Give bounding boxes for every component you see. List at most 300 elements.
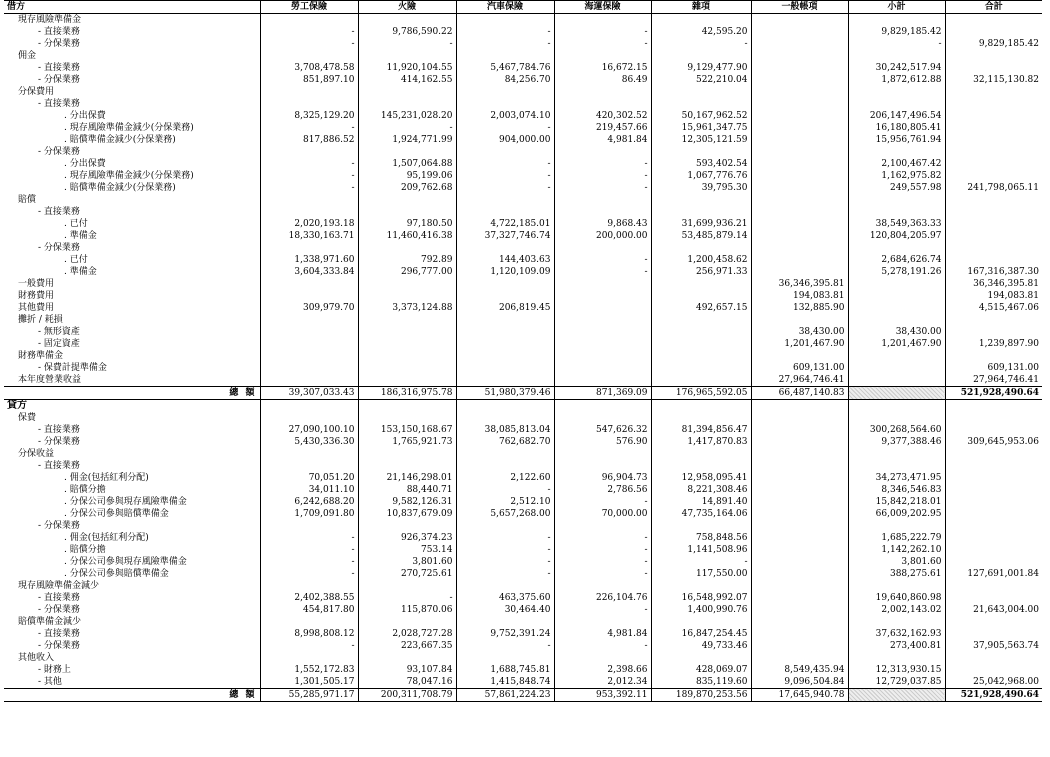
- row-label: - 分保業務: [38, 75, 80, 85]
- value-cell: [358, 448, 456, 460]
- ledger-table: [4, 0, 1042, 702]
- value-cell: [751, 544, 848, 556]
- table-row: [4, 484, 1042, 496]
- value-cell: [751, 580, 848, 592]
- value-cell: 2,122.60: [456, 472, 554, 484]
- value-cell: [848, 98, 945, 110]
- row-label: 其他費用: [18, 303, 55, 313]
- value-cell: 1,142,262.10: [848, 544, 945, 556]
- value-cell: [554, 616, 651, 628]
- value-cell: 762,682.70: [456, 436, 554, 448]
- total-cell: 953,392.11: [554, 689, 651, 702]
- value-cell: [358, 206, 456, 218]
- value-cell: 388,275.61: [848, 568, 945, 580]
- value-cell: [358, 580, 456, 592]
- value-cell: -: [554, 38, 651, 50]
- value-cell: -: [554, 640, 651, 652]
- value-cell: 9,752,391.24: [456, 628, 554, 640]
- table-row: [4, 592, 1042, 604]
- value-cell: [945, 26, 1042, 38]
- value-cell: [848, 460, 945, 472]
- value-cell: [945, 314, 1042, 326]
- value-cell: -: [554, 556, 651, 568]
- table-row: [4, 604, 1042, 616]
- value-cell: [456, 460, 554, 472]
- row-label: - 分保業務: [38, 147, 80, 157]
- value-cell: 1,709,091.80: [260, 508, 358, 520]
- value-cell: [751, 254, 848, 266]
- value-cell: 851,897.10: [260, 74, 358, 86]
- column-header: 一般帳項: [751, 1, 848, 14]
- value-cell: 9,829,185.42: [848, 26, 945, 38]
- value-cell: [751, 448, 848, 460]
- column-header: 海運保險: [554, 1, 651, 14]
- value-cell: 42,595.20: [651, 26, 751, 38]
- value-cell: [945, 412, 1042, 424]
- value-cell: 206,819.45: [456, 302, 554, 314]
- table-row: [4, 14, 1042, 27]
- value-cell: 241,798,065.11: [945, 182, 1042, 194]
- value-cell: [848, 50, 945, 62]
- value-cell: 1,301,505.17: [260, 676, 358, 689]
- value-cell: 420,302.52: [554, 110, 651, 122]
- row-label: . 準備金: [64, 231, 97, 241]
- value-cell: [751, 158, 848, 170]
- value-cell: [945, 592, 1042, 604]
- value-cell: [358, 460, 456, 472]
- value-cell: [554, 448, 651, 460]
- value-cell: 223,667.35: [358, 640, 456, 652]
- row-label: . 已付: [64, 255, 88, 265]
- value-cell: 8,998,808.12: [260, 628, 358, 640]
- value-cell: -: [260, 544, 358, 556]
- value-cell: 2,786.56: [554, 484, 651, 496]
- value-cell: 38,430.00: [751, 326, 848, 338]
- table-row: [4, 314, 1042, 326]
- value-cell: 2,402,388.55: [260, 592, 358, 604]
- value-cell: 66,009,202.95: [848, 508, 945, 520]
- value-cell: 70,000.00: [554, 508, 651, 520]
- table-row: [4, 628, 1042, 640]
- value-cell: 309,645,953.06: [945, 436, 1042, 448]
- table-row: [4, 86, 1042, 98]
- value-cell: -: [260, 182, 358, 194]
- value-cell: 454,817.80: [260, 604, 358, 616]
- section-title-row: [4, 400, 1042, 413]
- value-cell: [848, 302, 945, 314]
- value-cell: 37,905,563.74: [945, 640, 1042, 652]
- value-cell: [848, 146, 945, 158]
- value-cell: -: [260, 556, 358, 568]
- table-row: [4, 302, 1042, 314]
- value-cell: 4,515,467.06: [945, 302, 1042, 314]
- value-cell: [554, 580, 651, 592]
- table-row: [4, 424, 1042, 436]
- value-cell: 50,167,962.52: [651, 110, 751, 122]
- value-cell: [554, 374, 651, 387]
- total-cell: 51,980,379.46: [456, 387, 554, 400]
- value-cell: [358, 362, 456, 374]
- value-cell: 2,398.66: [554, 664, 651, 676]
- value-cell: [945, 242, 1042, 254]
- row-label: - 其他: [38, 677, 62, 687]
- value-cell: 209,762.68: [358, 182, 456, 194]
- value-cell: [260, 652, 358, 664]
- value-cell: [848, 448, 945, 460]
- value-cell: 39,795.30: [651, 182, 751, 194]
- value-cell: [260, 362, 358, 374]
- row-label: - 直接業務: [38, 63, 80, 73]
- value-cell: [848, 86, 945, 98]
- value-cell: 16,180,805.41: [848, 122, 945, 134]
- value-cell: 9,129,477.90: [651, 62, 751, 74]
- value-cell: 3,708,478.58: [260, 62, 358, 74]
- value-cell: 1,688,745.81: [456, 664, 554, 676]
- value-cell: [751, 230, 848, 242]
- value-cell: [751, 472, 848, 484]
- value-cell: 30,464.40: [456, 604, 554, 616]
- value-cell: 34,273,471.95: [848, 472, 945, 484]
- total-label: 總 額: [4, 387, 260, 400]
- value-cell: 86.49: [554, 74, 651, 86]
- value-cell: 2,003,074.10: [456, 110, 554, 122]
- value-cell: 38,430.00: [848, 326, 945, 338]
- value-cell: -: [456, 544, 554, 556]
- total-cell: 200,311,708.79: [358, 689, 456, 702]
- value-cell: [651, 314, 751, 326]
- value-cell: [751, 484, 848, 496]
- value-cell: 27,964,746.41: [945, 374, 1042, 387]
- table-row: [4, 640, 1042, 652]
- row-label: - 直接業務: [38, 99, 80, 109]
- value-cell: -: [554, 254, 651, 266]
- value-cell: [751, 206, 848, 218]
- table-row: [4, 218, 1042, 230]
- value-cell: [751, 38, 848, 50]
- table-row: [4, 242, 1042, 254]
- value-cell: [260, 290, 358, 302]
- value-cell: 21,643,004.00: [945, 604, 1042, 616]
- table-row: [4, 74, 1042, 86]
- value-cell: [945, 50, 1042, 62]
- row-label: 本年度營業收益: [18, 375, 82, 385]
- value-cell: [848, 350, 945, 362]
- value-cell: [260, 616, 358, 628]
- row-label: 財務準備金: [18, 351, 64, 361]
- value-cell: 753.14: [358, 544, 456, 556]
- row-label: . 現存風險準備金減少(分保業務): [64, 123, 194, 133]
- value-cell: [751, 98, 848, 110]
- value-cell: 81,394,856.47: [651, 424, 751, 436]
- value-cell: 5,278,191.26: [848, 266, 945, 278]
- value-cell: -: [554, 532, 651, 544]
- value-cell: 1,872,612.88: [848, 74, 945, 86]
- table-row: [4, 182, 1042, 194]
- value-cell: 4,722,185.01: [456, 218, 554, 230]
- value-cell: -: [554, 158, 651, 170]
- value-cell: [751, 122, 848, 134]
- value-cell: 593,402.54: [651, 158, 751, 170]
- value-cell: [554, 520, 651, 532]
- row-label: - 固定資產: [38, 339, 80, 349]
- value-cell: -: [260, 568, 358, 580]
- row-label: . 賠償分擔: [64, 545, 106, 555]
- value-cell: [651, 14, 751, 27]
- value-cell: [945, 532, 1042, 544]
- value-cell: 16,847,254.45: [651, 628, 751, 640]
- value-cell: [651, 448, 751, 460]
- value-cell: -: [554, 568, 651, 580]
- value-cell: [456, 290, 554, 302]
- value-cell: -: [554, 496, 651, 508]
- value-cell: [848, 616, 945, 628]
- value-cell: [651, 362, 751, 374]
- value-cell: 127,691,001.84: [945, 568, 1042, 580]
- value-cell: 31,699,936.21: [651, 218, 751, 230]
- value-cell: 15,842,218.01: [848, 496, 945, 508]
- column-header: 合計: [945, 1, 1042, 14]
- value-cell: 6,242,688.20: [260, 496, 358, 508]
- value-cell: [651, 616, 751, 628]
- value-cell: 11,460,416.38: [358, 230, 456, 242]
- table-row: [4, 266, 1042, 278]
- column-header: 雜項: [651, 1, 751, 14]
- value-cell: [554, 146, 651, 158]
- value-cell: [358, 14, 456, 27]
- value-cell: [358, 98, 456, 110]
- row-label: . 分出保費: [64, 159, 106, 169]
- value-cell: [651, 412, 751, 424]
- value-cell: 38,549,363.33: [848, 218, 945, 230]
- value-cell: 296,777.00: [358, 266, 456, 278]
- value-cell: [456, 338, 554, 350]
- table-row: [4, 230, 1042, 242]
- value-cell: [751, 460, 848, 472]
- value-cell: [260, 98, 358, 110]
- value-cell: 25,042,968.00: [945, 676, 1042, 689]
- value-cell: 576.90: [554, 436, 651, 448]
- table-row: [4, 158, 1042, 170]
- value-cell: [945, 496, 1042, 508]
- value-cell: [751, 350, 848, 362]
- value-cell: 15,956,761.94: [848, 134, 945, 146]
- value-cell: -: [260, 158, 358, 170]
- value-cell: [848, 520, 945, 532]
- row-label: - 直接業務: [38, 425, 80, 435]
- value-cell: -: [260, 26, 358, 38]
- value-cell: 1,765,921.73: [358, 436, 456, 448]
- empty-cell: [358, 400, 456, 413]
- row-label: . 佣金(包括紅利分配): [64, 473, 149, 483]
- value-cell: -: [456, 170, 554, 182]
- value-cell: [848, 652, 945, 664]
- row-label: 賠償: [18, 195, 37, 205]
- value-cell: [751, 652, 848, 664]
- table-row: [4, 460, 1042, 472]
- row-label: 保費: [18, 413, 37, 423]
- value-cell: 5,467,784.76: [456, 62, 554, 74]
- value-cell: [456, 350, 554, 362]
- row-label: 現存風險準備金減少: [18, 581, 100, 591]
- value-cell: 206,147,496.54: [848, 110, 945, 122]
- value-cell: [456, 412, 554, 424]
- column-header: 勞工保險: [260, 1, 358, 14]
- value-cell: [945, 556, 1042, 568]
- value-cell: [554, 302, 651, 314]
- value-cell: 2,100,467.42: [848, 158, 945, 170]
- row-label: 佣金: [18, 51, 37, 61]
- value-cell: [358, 412, 456, 424]
- row-label: - 財務上: [38, 665, 71, 675]
- value-cell: [945, 14, 1042, 27]
- value-cell: 36,346,395.81: [751, 278, 848, 290]
- row-label: 財務費用: [18, 291, 55, 301]
- value-cell: 15,961,347.75: [651, 122, 751, 134]
- table-row: [4, 194, 1042, 206]
- value-cell: [751, 74, 848, 86]
- value-cell: [751, 50, 848, 62]
- value-cell: 926,374.23: [358, 532, 456, 544]
- value-cell: [848, 242, 945, 254]
- empty-cell: [554, 400, 651, 413]
- value-cell: [358, 278, 456, 290]
- value-cell: [751, 592, 848, 604]
- row-label: - 分保業務: [38, 521, 80, 531]
- section-title: 貸方: [4, 400, 260, 413]
- value-cell: 792.89: [358, 254, 456, 266]
- value-cell: [751, 26, 848, 38]
- table-row: [4, 122, 1042, 134]
- row-label: . 分保公司參與賠償準備金: [64, 509, 169, 519]
- value-cell: 18,330,163.71: [260, 230, 358, 242]
- value-cell: 3,373,124.88: [358, 302, 456, 314]
- total-cell: 55,285,971.17: [260, 689, 358, 702]
- total-cell: 521,928,490.64: [945, 689, 1042, 702]
- value-cell: [358, 350, 456, 362]
- total-cell: 189,870,253.56: [651, 689, 751, 702]
- value-cell: 194,083.81: [945, 290, 1042, 302]
- value-cell: 9,096,504.84: [751, 676, 848, 689]
- table-row: [4, 326, 1042, 338]
- value-cell: 37,632,162.93: [848, 628, 945, 640]
- row-label: 分保收益: [18, 449, 55, 459]
- value-cell: 36,346,395.81: [945, 278, 1042, 290]
- value-cell: [260, 242, 358, 254]
- value-cell: 414,162.55: [358, 74, 456, 86]
- value-cell: 2,020,193.18: [260, 218, 358, 230]
- value-cell: [358, 326, 456, 338]
- table-row: [4, 496, 1042, 508]
- value-cell: -: [651, 556, 751, 568]
- value-cell: -: [456, 556, 554, 568]
- value-cell: [358, 194, 456, 206]
- row-label: 攤折 / 耗損: [18, 315, 63, 325]
- value-cell: [848, 374, 945, 387]
- value-cell: [260, 580, 358, 592]
- value-cell: [945, 544, 1042, 556]
- value-cell: [554, 338, 651, 350]
- value-cell: -: [456, 532, 554, 544]
- value-cell: [456, 520, 554, 532]
- table-row: [4, 254, 1042, 266]
- value-cell: 256,971.33: [651, 266, 751, 278]
- value-cell: 9,786,590.22: [358, 26, 456, 38]
- value-cell: [260, 314, 358, 326]
- value-cell: -: [456, 484, 554, 496]
- value-cell: [751, 640, 848, 652]
- value-cell: [554, 314, 651, 326]
- table-row: [4, 508, 1042, 520]
- value-cell: [651, 374, 751, 387]
- value-cell: [945, 122, 1042, 134]
- row-label: - 保費計提準備金: [38, 363, 107, 373]
- value-cell: 835,119.60: [651, 676, 751, 689]
- table-row: [4, 50, 1042, 62]
- value-cell: 758,848.56: [651, 532, 751, 544]
- value-cell: 120,804,205.97: [848, 230, 945, 242]
- value-cell: -: [456, 158, 554, 170]
- column-header: 火險: [358, 1, 456, 14]
- value-cell: [554, 290, 651, 302]
- value-cell: [456, 206, 554, 218]
- value-cell: [945, 218, 1042, 230]
- table-row: [4, 616, 1042, 628]
- value-cell: 9,868.43: [554, 218, 651, 230]
- value-cell: [651, 242, 751, 254]
- value-cell: [651, 290, 751, 302]
- value-cell: [358, 652, 456, 664]
- value-cell: [751, 170, 848, 182]
- value-cell: 1,120,109.09: [456, 266, 554, 278]
- value-cell: [751, 242, 848, 254]
- table-row: [4, 206, 1042, 218]
- value-cell: [751, 86, 848, 98]
- table-row: [4, 472, 1042, 484]
- value-cell: [260, 412, 358, 424]
- value-cell: [260, 520, 358, 532]
- value-cell: [945, 110, 1042, 122]
- row-label: . 賠償準備金減少(分保業務): [64, 135, 176, 145]
- value-cell: [456, 374, 554, 387]
- table-row: [4, 278, 1042, 290]
- row-label: . 賠償準備金減少(分保業務): [64, 183, 176, 193]
- value-cell: 78,047.16: [358, 676, 456, 689]
- value-cell: [945, 206, 1042, 218]
- value-cell: [554, 194, 651, 206]
- value-cell: 3,801.60: [848, 556, 945, 568]
- value-cell: [554, 14, 651, 27]
- row-label: - 分保業務: [38, 605, 80, 615]
- value-cell: -: [554, 26, 651, 38]
- value-cell: [945, 448, 1042, 460]
- value-cell: [848, 278, 945, 290]
- value-cell: [848, 206, 945, 218]
- value-cell: [751, 134, 848, 146]
- value-cell: 117,550.00: [651, 568, 751, 580]
- value-cell: 14,891.40: [651, 496, 751, 508]
- table-row: [4, 652, 1042, 664]
- value-cell: -: [260, 122, 358, 134]
- value-cell: 9,377,388.46: [848, 436, 945, 448]
- value-cell: [751, 266, 848, 278]
- table-row: [4, 568, 1042, 580]
- value-cell: 12,313,930.15: [848, 664, 945, 676]
- row-label: 現存風險準備金: [18, 15, 82, 25]
- row-label: - 直接業務: [38, 207, 80, 217]
- value-cell: [651, 278, 751, 290]
- row-label: . 已付: [64, 219, 88, 229]
- table-row: [4, 26, 1042, 38]
